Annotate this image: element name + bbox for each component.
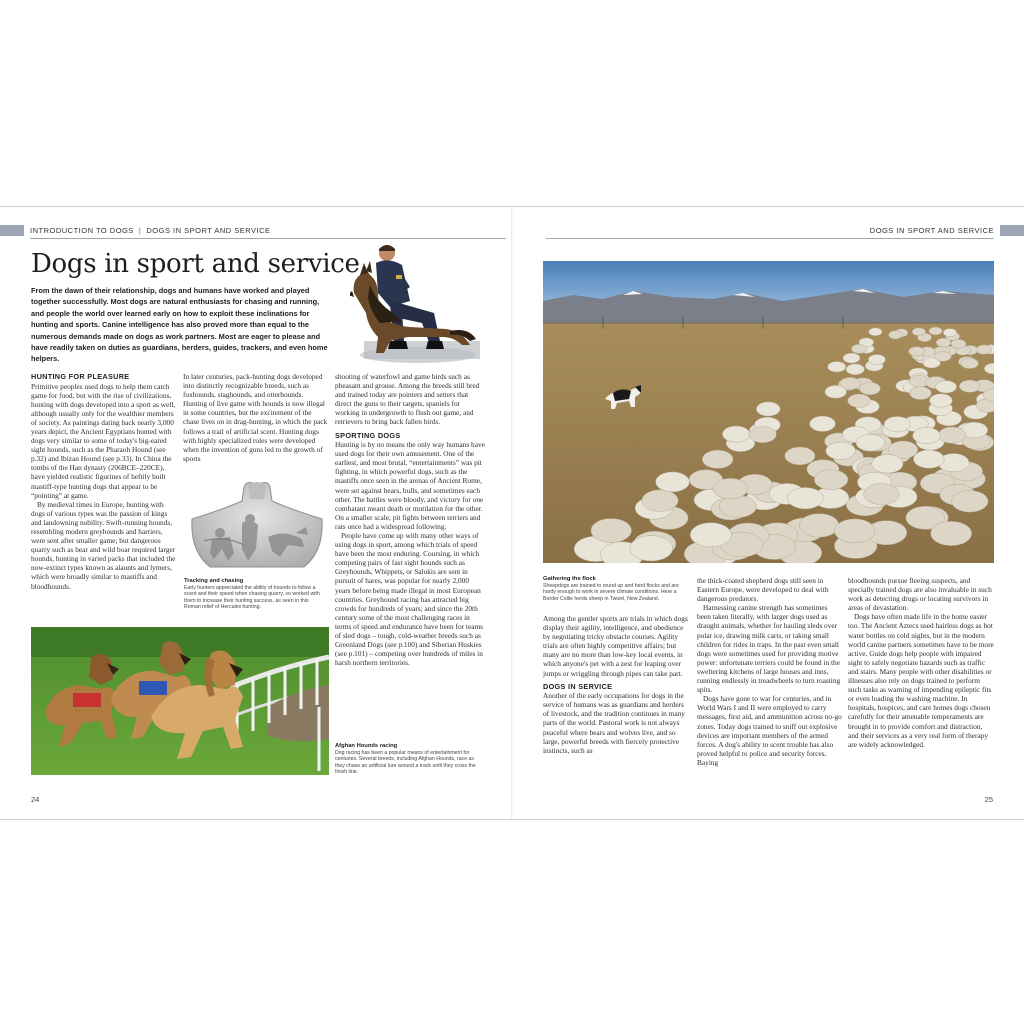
body-paragraph: By medieval times in Europe, hunting with dogs of various types was the passion of kings and landowning nobility. Swift-running hounds, resembling modern greyhounds and harriers, were sent after smaller game; but dangerous quarry such as bear and wild boar required larger hounds, hunting in varied packs that included the now-extinct types known as alaunts and lymers, which were broadly similar to mastiffs and bloodhounds.	[31, 499, 176, 591]
body-paragraph: Primitive peoples used dogs to help them catch game for food, but with the rise of civilizations, hunting with dogs developed into a sport as well, although usually only for the wealthier members of society. As paintings dating back nearly 3,000 years depict, the Ancient Egyptians hunted with dogs very similar to some of today's big-eared sight hounds, such as the Pharaoh Hound (see p.32) and Ibizan Hound (see p.33). In China the tombs of the Han dynasty (206BCE–220CE), have yielded realistic figurines of heftily built mastiff-type hunting dogs that appear to be “pointing” at game.	[31, 381, 176, 500]
sheep	[936, 338, 951, 347]
sheep	[749, 427, 776, 443]
sheep	[938, 427, 965, 443]
sheep	[826, 442, 856, 459]
body-paragraph: People have come up with many other ways of using dogs in sport, among which trials of speed have been the most enduring. Coursing, in which competing pairs of fast sight hounds such as Greyhounds, Whippets, or Salukis are sent in pursuit of hares, was popular for nearly 2,000 years before being made illegal in most European countries. Greyhound racing has attracted big crowds for hundreds of years; and since the 20th century some of the most challenging races in terms of speed and endurance have been for teams of sled dogs – tough, cold-weather breeds such as Greenland Dogs (see p.100) and Siberian Huskies (see p.101) – competing over hundreds of miles in harsh northern territories.	[335, 531, 484, 668]
intro-paragraph: From the dawn of their relationship, dogs and humans have worked and played together successfully. Most dogs are natural enthusiasts for chasing and running, and people the world over learned early on how to exploit these inclinations for hunting and sports. Canine intelligence has also proved more than equal to the numerous demands made on dogs as work partners. Most are eager to please and have readily taken on duties as guardians, herders, guides, trackers, and even home helpers.	[31, 286, 328, 364]
sheep	[889, 331, 903, 339]
sheep	[814, 470, 848, 490]
running-head-left	[0, 225, 271, 236]
sheep	[913, 428, 941, 444]
sheep	[912, 328, 925, 336]
caption-body: Sheepdogs are trained to round up and herd flocks and are hardy enough to work in severe climate conditions. Here a Border Collie herds sheep in Twizel, New Zealand.	[543, 583, 679, 602]
sheep	[959, 380, 980, 392]
sheep	[859, 382, 880, 394]
roman-relief-photo	[184, 479, 330, 571]
sheep	[961, 358, 979, 368]
running-head-topic-right: DOGS IN SPORT AND SERVICE	[869, 226, 994, 235]
sheep	[936, 381, 957, 393]
book-spread	[0, 206, 1024, 820]
sheep	[690, 523, 731, 547]
running-head-section: INTRODUCTION TO DOGS	[30, 226, 134, 235]
page-title: Dogs in sport and service	[31, 249, 360, 279]
caption-body: Early hunters appreciated the ability of hounds to follow a scent and their speed when chasing quarry, so worked with them to increase their hunting success, as seen in this Roman relief of Hercules hunting.	[184, 585, 320, 610]
heading-dogs-in-service: DOGS IN SERVICE	[543, 681, 613, 691]
page-gutter	[511, 207, 513, 819]
afghan-hounds-photo	[31, 627, 329, 775]
body-paragraph: Among the gentler sports are trials in which dogs display their agility, intelligence, and obedience by negotiating tricky obstacle courses. Agility trials are often highly competitive affairs; but many are no more than low-key local events, in which anyone's pet with a zest for leaping over jumps or wriggling through pipes can take part.	[543, 614, 688, 678]
sheep	[851, 344, 867, 353]
body-paragraph: In later centuries, pack-hunting dogs developed into distinctly recognizable breeds, such as foxhounds, staghounds, and otterhounds. Hunting of live game with hounds is now illegal in some countries, but the excitement of the chase lives on in drag-hunting, in which the pack follows a trail of artificial scent. Hunting dogs with highly specialized roles were developed when the invention of guns led to the growth of sports	[183, 372, 328, 463]
text-column-6	[848, 576, 994, 749]
sheep	[719, 496, 756, 518]
sheep	[951, 339, 966, 348]
caption-title: Tracking and chasing	[184, 578, 244, 584]
running-head-right	[870, 225, 1024, 236]
body-paragraph: Dogs have gone to war for centuries, and in World Wars I and II were employed to carry messages, first aid, and ammunition across no-go zones. Today dogs trained to sniff out explosive devices are important members of the armed forces. A dog's ability to scent trouble has also proved helpful to police and security forces. Baying	[697, 694, 842, 767]
text-column-2	[183, 372, 328, 463]
sheep	[722, 426, 749, 442]
sheep	[834, 519, 875, 543]
caption-title: Afghan Hounds racing	[335, 743, 398, 749]
sheep	[935, 352, 952, 362]
caption-relief	[184, 578, 326, 610]
sheep	[976, 345, 992, 354]
page-number-left: 24	[31, 795, 40, 804]
sheep	[848, 394, 871, 407]
body-paragraph: the thick-coated shepherd dogs still seen in Eastern Europe, were developed to deal with dangerous predators.	[697, 576, 829, 604]
sheep	[843, 353, 860, 363]
sheep	[787, 488, 823, 509]
caption-sheep	[543, 576, 688, 602]
section-tab-right	[1000, 225, 1024, 236]
sheep	[785, 447, 815, 465]
text-column-3	[335, 372, 485, 667]
sheep	[656, 472, 690, 492]
sheep	[856, 434, 885, 451]
sheep	[642, 490, 678, 512]
header-rule-right	[546, 238, 994, 239]
sheep	[869, 328, 882, 336]
sheep	[929, 327, 942, 335]
text-column-1	[31, 372, 176, 591]
caption-afghan-hounds	[335, 743, 485, 775]
sheep	[756, 402, 780, 416]
sheep	[810, 416, 836, 431]
sheep	[910, 387, 932, 400]
body-paragraph: bloodhounds pursue fleeing suspects, and specially trained dogs are also invaluable in such work as detecting drugs or locating survivors in areas of devastation.	[848, 576, 992, 613]
sheep	[943, 329, 956, 337]
sheep	[713, 478, 748, 499]
page-number-right: 25	[984, 795, 993, 804]
running-head-separator: |	[138, 226, 142, 235]
body-paragraph: Another of the early occupations for dogs in the service of humans was as guardians and herders of livestock, and the tradition continues in many parts of the world. Pastoral work is not always peaceful where bears and wolves live, and so large, powerful breeds with fiercely protective instincts, such as	[543, 691, 685, 755]
body-paragraph: shooting of waterfowl and game birds such as pheasant and grouse. Among the breeds still bred and trained today are pointers and setters that direct the guns to their targets, spaniels for working in undergrowth to flush out game, and retrievers to bring back fallen birds.	[335, 372, 480, 427]
body-paragraph: Hunting is by no means the only way humans have used dogs for their own amusement. One of the earliest, and most brutal, “entertainments” was pit fighting, in which powerful dogs, such as the mastiffs once seen in the arenas of Ancient Rome, were set against bears, bulls, and sometimes each other. The battles were bloody, and victory for one combatant meant death or mutilation for the other. On a smaller scale, pit fights between terriers and rats once had a widespread following.	[335, 440, 485, 531]
sheep	[884, 417, 910, 432]
sheep	[872, 455, 903, 474]
text-column-4	[543, 614, 688, 755]
body-paragraph: Dogs have often made life in the home easier too. The Ancient Aztecs used hairless dogs as hot water bottles on cold nights, but in the modern world canine partners sometimes have to be more active. Guide dogs help people with impaired sight to safely negotiate hazards such as traffic and stairs. Many people with other disabilities or illnesses also rely on dogs trained to perform such tasks as warning of impending epileptic fits or even loading the washing machine. In hospitals, hospices, and care homes dogs chosen carefully for their amenable temperaments are brought in to provide comfort and distraction, and their services as a very real form of therapy are widely acknowledged.	[848, 612, 994, 749]
sheep	[846, 364, 864, 375]
sheep	[630, 536, 673, 561]
sheep	[868, 355, 885, 365]
sheep	[864, 484, 900, 505]
sheep	[909, 347, 925, 356]
police-dog-photo	[350, 241, 482, 363]
sheep	[930, 394, 953, 407]
body-paragraph: Harnessing canine strength has sometimes been taken literally, with larger dogs used as draught animals, whether for hauling sleds over polar ice, drawing milk carts, or taking small children for rides in traps. In the past even small dogs were sometimes used for providing motive power: unfortunate terriers could be found in the sweltering kitchens of large houses and inns, running endlessly in treadwheels to turn roasting spits.	[697, 603, 841, 695]
heading-sporting-dogs: SPORTING DOGS	[335, 430, 401, 440]
sheep	[840, 377, 860, 389]
sheep	[591, 519, 632, 543]
sheep	[702, 450, 733, 468]
sheep-flock-photo	[543, 261, 994, 563]
sheep	[931, 521, 972, 545]
caption-title: Gathering the flock	[543, 576, 596, 582]
sheep	[799, 514, 839, 538]
section-tab	[0, 225, 24, 236]
heading-hunting-for-pleasure: HUNTING FOR PLEASURE	[31, 372, 130, 381]
running-head-topic: DOGS IN SPORT AND SERVICE	[146, 226, 271, 235]
caption-body: Dog racing has been a popular means of entertainment for centuries. Several breeds, including Afghan Hounds, race as they chase an artificial lure around a track until they cross the finish line.	[335, 750, 476, 775]
sheep	[914, 450, 945, 468]
header-rule-left	[30, 238, 506, 239]
sheep	[828, 362, 846, 373]
text-column-5	[697, 576, 842, 767]
sheep	[952, 491, 989, 513]
